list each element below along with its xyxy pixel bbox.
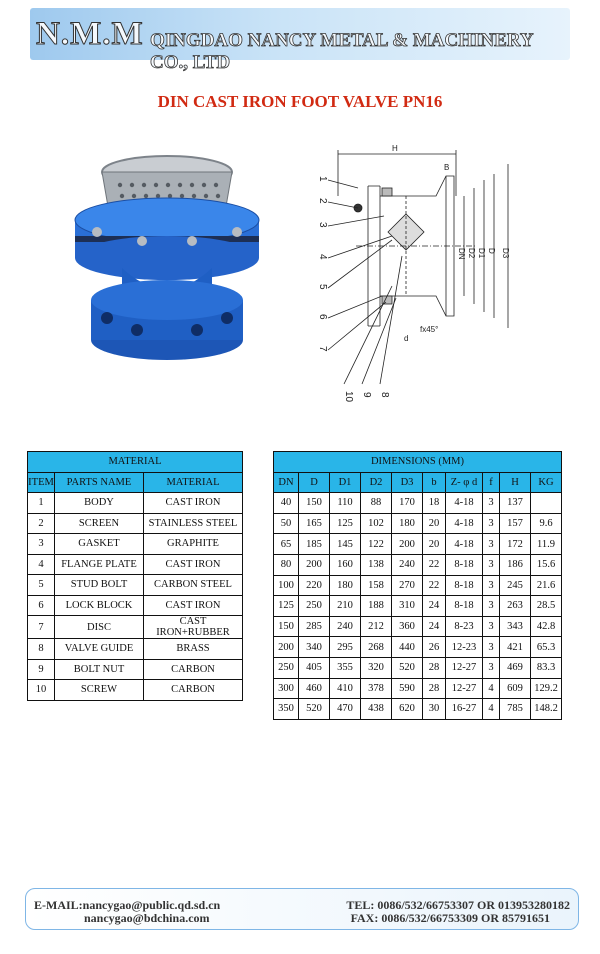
column-header: KG — [531, 472, 562, 493]
table-cell: 320 — [361, 657, 392, 678]
table-cell: 158 — [361, 575, 392, 596]
table-cell: CAST IRON — [144, 554, 243, 575]
table-cell: 12-27 — [446, 657, 483, 678]
table-cell: 212 — [361, 616, 392, 637]
table-cell: 3 — [483, 596, 500, 617]
table-cell: SCREW — [55, 680, 144, 701]
table-cell: DISC — [55, 616, 144, 639]
table-cell: 3 — [28, 534, 55, 555]
table-cell: 148.2 — [531, 699, 562, 720]
table-cell: BODY — [55, 493, 144, 514]
table-cell: STUD BOLT — [55, 575, 144, 596]
table-cell: 3 — [483, 513, 500, 534]
table-cell: 250 — [299, 596, 330, 617]
table-cell: CARBON STEEL — [144, 575, 243, 596]
valve-section-drawing — [296, 136, 536, 416]
table-cell: 7 — [28, 616, 55, 639]
callout-1: 1 — [317, 176, 328, 182]
material-title-row — [28, 452, 243, 473]
table-row — [274, 534, 562, 555]
table-cell: 4 — [28, 554, 55, 575]
table-cell: 30 — [423, 699, 446, 720]
fax: FAX: 0086/532/66753309 OR 85791651 — [350, 911, 550, 925]
table-cell: 50 — [274, 513, 299, 534]
table-row — [274, 554, 562, 575]
table-cell: GASKET — [55, 534, 144, 555]
table-cell: 200 — [274, 637, 299, 658]
table-cell: 40 — [274, 493, 299, 514]
dimensions-table — [273, 451, 562, 720]
table-cell: 3 — [483, 637, 500, 658]
table-cell: 28.5 — [531, 596, 562, 617]
callout-10: 10 — [343, 391, 354, 403]
table-cell: BOLT NUT — [55, 659, 144, 680]
callout-9: 9 — [361, 392, 372, 398]
table-cell: 24 — [423, 596, 446, 617]
table-cell: 185 — [299, 534, 330, 555]
table-row — [28, 513, 243, 534]
drawing-label-d3: D3 — [501, 248, 510, 259]
table-cell: 270 — [392, 575, 423, 596]
table-cell: 340 — [299, 637, 330, 658]
table-cell: 245 — [500, 575, 531, 596]
table-cell: 9 — [28, 659, 55, 680]
table-cell: 170 — [392, 493, 423, 514]
table-cell: 12-23 — [446, 637, 483, 658]
table-cell: 165 — [299, 513, 330, 534]
table-cell: 186 — [500, 554, 531, 575]
table-row — [28, 659, 243, 680]
material-table-title: MATERIAL — [28, 452, 243, 473]
table-cell: 785 — [500, 699, 531, 720]
table-cell: 240 — [392, 554, 423, 575]
table-cell: 180 — [392, 513, 423, 534]
table-cell: 3 — [483, 534, 500, 555]
drawing-label-dn: DN — [457, 248, 466, 260]
table-cell: SCREEN — [55, 513, 144, 534]
table-cell: 460 — [299, 678, 330, 699]
table-cell: 620 — [392, 699, 423, 720]
table-cell: 65 — [274, 534, 299, 555]
company-logo: N.M.M — [36, 16, 144, 52]
callout-3: 3 — [317, 222, 328, 228]
table-cell: 110 — [330, 493, 361, 514]
column-header: DN — [274, 472, 299, 493]
table-cell: VALVE GUIDE — [55, 639, 144, 660]
dimensions-title-row — [274, 452, 562, 473]
page-title: DIN CAST IRON FOOT VALVE PN16 — [157, 92, 443, 111]
table-cell: 285 — [299, 616, 330, 637]
table-cell: 3 — [483, 554, 500, 575]
valve-photo — [62, 140, 282, 380]
column-header: D3 — [392, 472, 423, 493]
callout-2: 2 — [317, 198, 328, 204]
table-cell: 125 — [274, 596, 299, 617]
table-cell: 590 — [392, 678, 423, 699]
table-cell: CARBON — [144, 680, 243, 701]
table-cell: 20 — [423, 513, 446, 534]
table-cell: 10 — [28, 680, 55, 701]
table-cell: 3 — [483, 493, 500, 514]
table-cell: 150 — [274, 616, 299, 637]
callout-5: 5 — [317, 284, 328, 290]
table-row — [28, 534, 243, 555]
column-header: Z- φ d — [446, 472, 483, 493]
contact-footer — [25, 888, 579, 930]
table-cell: 4-18 — [446, 534, 483, 555]
table-cell: 295 — [330, 637, 361, 658]
table-cell: 9.6 — [531, 513, 562, 534]
table-cell: 3 — [483, 616, 500, 637]
table-cell: 100 — [274, 575, 299, 596]
table-cell: 22 — [423, 575, 446, 596]
table-cell: 469 — [500, 657, 531, 678]
table-cell: GRAPHITE — [144, 534, 243, 555]
column-header: b — [423, 472, 446, 493]
table-cell: 42.8 — [531, 616, 562, 637]
material-table — [27, 451, 243, 701]
company-name: QINGDAO NANCY METAL & MACHINERY CO., LTD — [150, 30, 533, 73]
table-cell: 410 — [330, 678, 361, 699]
table-cell: 3 — [483, 657, 500, 678]
table-row — [28, 575, 243, 596]
table-cell: 157 — [500, 513, 531, 534]
table-cell: 350 — [274, 699, 299, 720]
column-header: D1 — [330, 472, 361, 493]
drawing-label-fx45: fx45° — [420, 325, 439, 334]
email-secondary: nancygao@bdchina.com — [84, 911, 210, 925]
table-cell: 80 — [274, 554, 299, 575]
drawing-label-d2: D2 — [467, 248, 476, 259]
table-cell: 172 — [500, 534, 531, 555]
table-cell: 160 — [330, 554, 361, 575]
table-row — [28, 680, 243, 701]
table-row — [274, 699, 562, 720]
table-cell: 4-18 — [446, 493, 483, 514]
dimensions-header-row — [274, 472, 562, 493]
table-cell: 310 — [392, 596, 423, 617]
table-cell: 145 — [330, 534, 361, 555]
column-header: D — [299, 472, 330, 493]
table-cell: 18 — [423, 493, 446, 514]
table-cell: 4 — [483, 699, 500, 720]
table-cell: 8-23 — [446, 616, 483, 637]
table-cell: 268 — [361, 637, 392, 658]
email-primary: E-MAIL:nancygao@public.qd.sd.cn — [34, 898, 221, 912]
table-cell: 88 — [361, 493, 392, 514]
table-row — [274, 596, 562, 617]
table-cell: 138 — [361, 554, 392, 575]
callout-6: 6 — [317, 314, 328, 320]
table-row — [274, 616, 562, 637]
table-cell: 28 — [423, 678, 446, 699]
table-cell: 360 — [392, 616, 423, 637]
table-cell: CAST IRON+RUBBER — [144, 616, 243, 639]
table-cell: 8 — [28, 639, 55, 660]
table-row — [274, 637, 562, 658]
table-cell: 21.6 — [531, 575, 562, 596]
table-cell: 378 — [361, 678, 392, 699]
table-cell: 343 — [500, 616, 531, 637]
table-cell: 520 — [392, 657, 423, 678]
table-cell: CARBON — [144, 659, 243, 680]
table-cell: 520 — [299, 699, 330, 720]
table-row — [274, 493, 562, 514]
table-row — [274, 575, 562, 596]
table-cell: 438 — [361, 699, 392, 720]
dimensions-table-title: DIMENSIONS (MM) — [274, 452, 562, 473]
table-cell: 6 — [28, 595, 55, 616]
telephone: TEL: 0086/532/66753307 OR 013953280182 — [346, 898, 570, 912]
drawing-label-d-small: d — [404, 334, 409, 343]
callout-8: 8 — [379, 392, 390, 398]
table-row — [274, 657, 562, 678]
table-cell: 405 — [299, 657, 330, 678]
table-cell: 20 — [423, 534, 446, 555]
table-cell: 65.3 — [531, 637, 562, 658]
table-cell: 125 — [330, 513, 361, 534]
table-cell: 188 — [361, 596, 392, 617]
material-header-row — [28, 472, 243, 493]
table-cell: 609 — [500, 678, 531, 699]
callout-7: 7 — [317, 346, 328, 352]
table-cell: 16-27 — [446, 699, 483, 720]
table-cell: 5 — [28, 575, 55, 596]
column-header: f — [483, 472, 500, 493]
table-cell: 300 — [274, 678, 299, 699]
table-cell: 129.2 — [531, 678, 562, 699]
column-header: D2 — [361, 472, 392, 493]
table-cell: FLANGE PLATE — [55, 554, 144, 575]
table-cell: 1 — [28, 493, 55, 514]
table-row — [28, 493, 243, 514]
table-cell: 250 — [274, 657, 299, 678]
table-cell: 8-18 — [446, 596, 483, 617]
table-cell: 102 — [361, 513, 392, 534]
table-cell: BRASS — [144, 639, 243, 660]
column-header-material: MATERIAL — [144, 472, 243, 493]
table-row — [28, 639, 243, 660]
drawing-label-b: B — [444, 163, 450, 172]
table-cell: 15.6 — [531, 554, 562, 575]
table-cell: 28 — [423, 657, 446, 678]
table-row — [274, 678, 562, 699]
table-row — [28, 595, 243, 616]
table-cell: 3 — [483, 575, 500, 596]
table-cell: 137 — [500, 493, 531, 514]
table-cell: 355 — [330, 657, 361, 678]
table-cell: 22 — [423, 554, 446, 575]
table-cell: 8-18 — [446, 554, 483, 575]
drawing-label-d1: D1 — [477, 248, 486, 259]
table-cell: 180 — [330, 575, 361, 596]
table-cell: STAINLESS STEEL — [144, 513, 243, 534]
table-row — [274, 513, 562, 534]
table-cell: 83.3 — [531, 657, 562, 678]
table-cell: 263 — [500, 596, 531, 617]
table-cell: 240 — [330, 616, 361, 637]
table-cell: 12-27 — [446, 678, 483, 699]
table-cell: 210 — [330, 596, 361, 617]
table-cell: 200 — [299, 554, 330, 575]
column-header-item: ITEM — [28, 472, 55, 493]
table-cell: LOCK BLOCK — [55, 595, 144, 616]
table-cell: 11.9 — [531, 534, 562, 555]
table-cell: 8-18 — [446, 575, 483, 596]
table-cell: 2 — [28, 513, 55, 534]
table-cell: 421 — [500, 637, 531, 658]
table-cell — [531, 493, 562, 514]
table-cell: 24 — [423, 616, 446, 637]
table-cell: 470 — [330, 699, 361, 720]
table-cell: 122 — [361, 534, 392, 555]
drawing-label-d: D — [487, 248, 496, 254]
table-row — [28, 616, 243, 639]
table-cell: 4 — [483, 678, 500, 699]
table-cell: CAST IRON — [144, 493, 243, 514]
table-cell: 200 — [392, 534, 423, 555]
table-cell: CAST IRON — [144, 595, 243, 616]
drawing-label-h: H — [392, 144, 398, 153]
column-header-parts-name: PARTS NAME — [55, 472, 144, 493]
callout-4: 4 — [317, 254, 328, 260]
company-header — [30, 8, 570, 73]
column-header: H — [500, 472, 531, 493]
table-row — [28, 554, 243, 575]
table-cell: 4-18 — [446, 513, 483, 534]
table-cell: 220 — [299, 575, 330, 596]
table-cell: 150 — [299, 493, 330, 514]
table-cell: 440 — [392, 637, 423, 658]
table-cell: 26 — [423, 637, 446, 658]
